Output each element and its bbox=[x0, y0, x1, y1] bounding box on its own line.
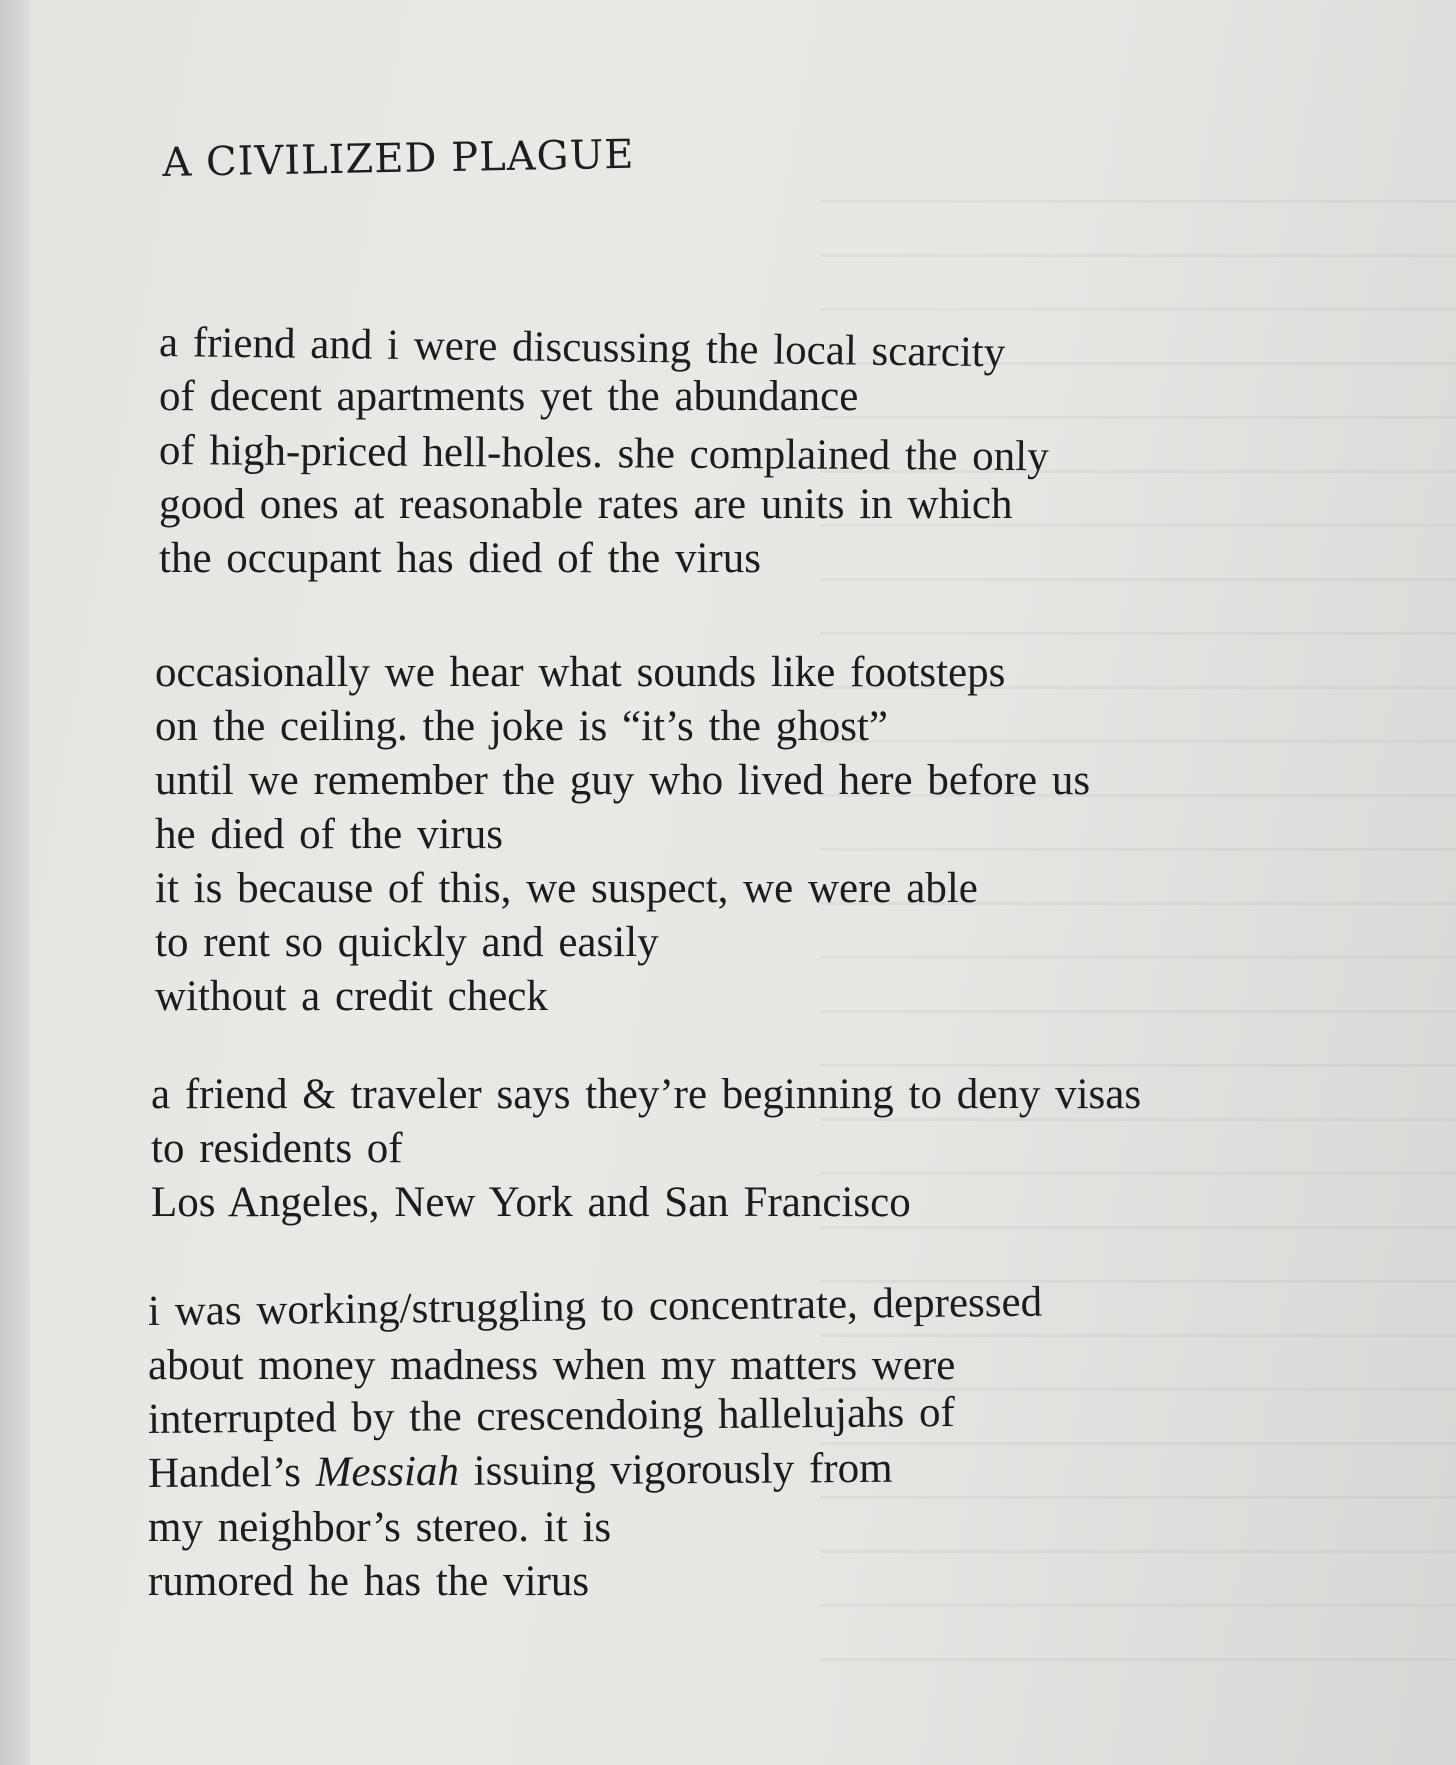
poem-line: i was working/struggling to concentrate, depressed bbox=[147, 1278, 1043, 1335]
poem-line: interrupted by the crescendoing hallelujahs of bbox=[147, 1388, 956, 1443]
poem-line: on the ceiling. the joke is “it’s the ghost” bbox=[155, 703, 888, 750]
poem-title: A CIVILIZED PLAGUE bbox=[162, 131, 635, 186]
poem-line: of decent apartments yet the abundance bbox=[159, 373, 859, 420]
stanza-1 bbox=[159, 316, 1049, 586]
poem-line: occasionally we hear what sounds like footsteps bbox=[155, 649, 1006, 696]
poem-line: the occupant has died of the virus bbox=[159, 535, 761, 582]
poem-line: to residents of bbox=[151, 1125, 403, 1172]
work-title-italic: Messiah bbox=[315, 1447, 460, 1496]
poem-line: Los Angeles, New York and San Francisco bbox=[151, 1179, 911, 1226]
poem-line: about money madness when my matters were bbox=[148, 1342, 956, 1389]
stanza-3 bbox=[151, 1068, 1141, 1230]
page-gutter bbox=[0, 0, 30, 1765]
poem-line: a friend and i were discussing the local scarcity bbox=[158, 319, 1006, 377]
poem-text: issuing vigorously from bbox=[458, 1444, 893, 1495]
poem-line: it is because of this, we suspect, we were able bbox=[155, 865, 978, 912]
stanza-2 bbox=[155, 646, 1090, 1024]
poem-line bbox=[148, 1441, 1042, 1501]
stanza-4 bbox=[147, 1278, 1043, 1609]
poem-line: of high-priced hell-holes. she complained the only bbox=[158, 427, 1049, 481]
poem-line: my neighbor’s stereo. it is bbox=[148, 1504, 612, 1551]
poem-line: without a credit check bbox=[155, 973, 548, 1020]
poem-text: Handel’s bbox=[147, 1448, 316, 1497]
poem-line: rumored he has the virus bbox=[148, 1558, 590, 1605]
poem-line: he died of the virus bbox=[155, 811, 503, 858]
poem-line: a friend & traveler says they’re beginning to deny visas bbox=[151, 1071, 1142, 1118]
poem-line: to rent so quickly and easily bbox=[155, 919, 659, 966]
poem-line: until we remember the guy who lived here before us bbox=[155, 757, 1091, 804]
poem-line: good ones at reasonable rates are units in which bbox=[159, 481, 1013, 528]
